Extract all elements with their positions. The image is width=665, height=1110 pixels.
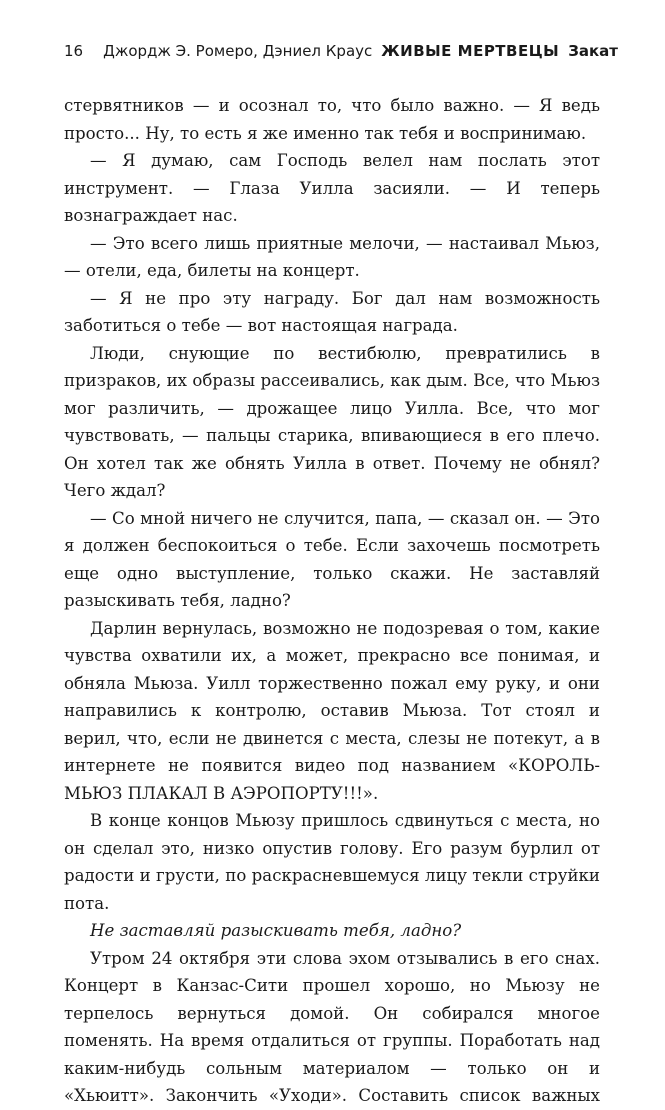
paragraph: Люди, снующие по вестибюлю, превратились в призраков, их образы рассеивались, как дым. Все, что Мьюз мог различить, — дрожащее лицо Уилла. Все, что мог чувствовать, — пальцы старика, впивающиеся в его плечо. Он хотел так же обнять Уилла в ответ. Почему не обнял? Чего ждал? <box>64 343 600 500</box>
paragraph: Утром 24 октября эти слова эхом отзывались в его снах. Концерт в Канзас-Сити прошел хорошо, но Мьюзу не терпелось вернуться домой. Он собирался многое поменять. На время отдалиться от группы. Поработать над каким-нибудь сольным материалом — только он и «Хьюитт». Закончить «Уходи». Составить список важных <box>64 948 600 1105</box>
running-header <box>64 42 624 66</box>
paragraph: — Со мной ничего не случится, папа, — сказал он. — Это я должен беспокоиться о тебе. Если захочешь посмотреть еще одно выступление, только скажи. Не заставляй разыскивать тебя, ладно? <box>64 508 600 610</box>
header-authors: Джордж Э. Ромеро, Дэниел Краус <box>103 42 373 60</box>
body-text <box>64 92 600 1110</box>
paragraph: — Это всего лишь приятные мелочи, — настаивал Мьюз, — отели, еда, билеты на концерт. <box>64 233 600 280</box>
paragraph: — Я не про эту награду. Бог дал нам возможность заботиться о тебе — вот настоящая награда. <box>64 288 600 335</box>
paragraph: Дарлин вернулась, возможно не подозревая о том, какие чувства охватили их, а может, прекрасно все понимая, и обняла Мьюза. Уилл торжественно пожал ему руку, и они направились к контролю, оставив Мьюза. Тот стоял и верил, что, если не двинется с места, слезы не потекут, а в интернете не появится видео под названием «КОРОЛЬ-МЬЮЗ ПЛАКАЛ В АЭРОПОРТУ!!!». <box>64 618 600 803</box>
header-book-title: Закат <box>568 42 618 60</box>
italic-paragraph: Не заставляй разыскивать тебя, ладно? <box>90 921 462 940</box>
paragraph: — Я думаю, сам Господь велел нам послать этот инструмент. — Глаза Уилла засияли. — И теперь вознаграждает нас. <box>64 151 600 225</box>
paragraph: стервятников — и осознал то, что было важно. — Я ведь просто... Ну, то есть я же именно так тебя и воспринимаю. <box>64 96 600 143</box>
page-number: 16 <box>64 42 84 60</box>
header-series: ЖИВЫЕ МЕРТВЕЦЫ <box>381 42 560 60</box>
paragraph: В конце концов Мьюзу пришлось сдвинуться с места, но он сделал это, низко опустив голову. Его разум бурлил от радости и грусти, по раскрасневшемуся лицу текли струйки пота. <box>64 811 600 913</box>
